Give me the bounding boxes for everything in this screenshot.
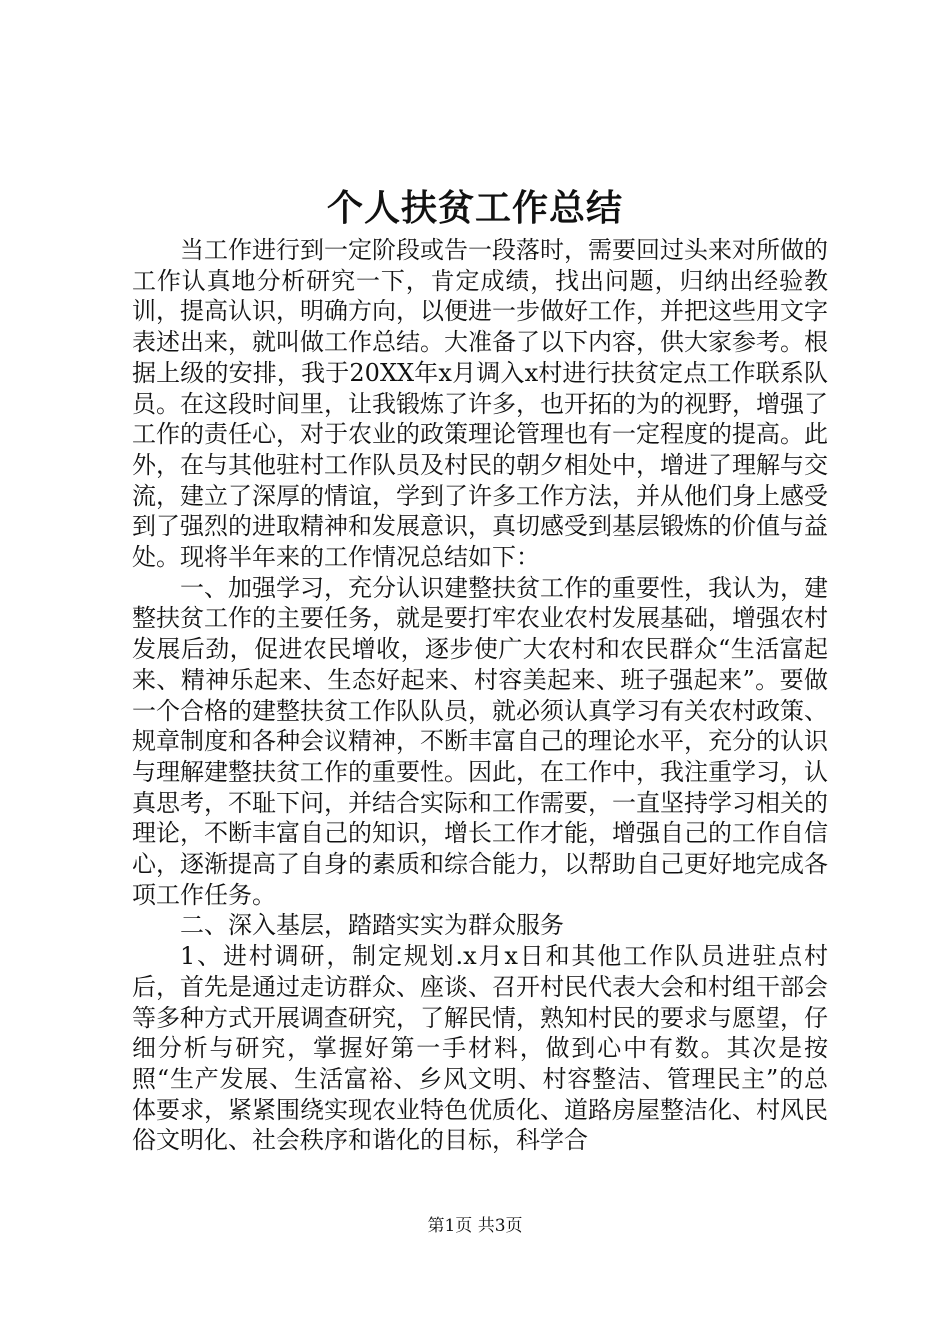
document-body bbox=[132, 235, 828, 1156]
page-footer: 第1页 共3页 bbox=[427, 1216, 523, 1236]
paragraph-item-one: 1、进村调研，制定规划.x月x日和其他工作队员进驻点村后，首先是通过走访群众、座谈、召开村民代表大会和村组干部会等多种方式开展调查研究，了解民情，熟知村民的要求与愿望，仔细分析与研究，掌握好第一手材料，做到心中有数。其次是按照“生产发展、生活富裕、乡风文明、村容整洁、管理民主”的总体要求，紧紧围绕实现农业特色优质化、道路房屋整洁化、村风民俗文明化、社会秩序和谐化的目标，科学合 bbox=[132, 942, 828, 1155]
document-title: 个人扶贫工作总结 bbox=[326, 187, 623, 229]
paragraph-section-one: 一、加强学习，充分认识建整扶贫工作的重要性，我认为，建整扶贫工作的主要任务，就是要打牢农业农村发展基础，增强农村发展后劲，促进农民增收，逐步使广大农村和农民群众“生活富起来、精神乐起来、生态好起来、村容美起来、班子强起来”。要做一个合格的建整扶贫工作队队员，就必须认真学习有关农村政策、规章制度和各种会议精神，不断丰富自己的理论水平，充分的认识与理解建整扶贫工作的重要性。因此，在工作中，我注重学习，认真思考，不耻下问，并结合实际和工作需要，一直坚持学习相关的理论，不断丰富自己的知识，增长工作才能，增强自己的工作自信心，逐渐提高了自身的素质和综合能力，以帮助自己更好地完成各项工作任务。 bbox=[132, 573, 828, 909]
paragraph-section-two-heading: 二、深入基层，踏踏实实为群众服务 bbox=[180, 911, 564, 940]
paragraph-intro: 当工作进行到一定阶段或告一段落时，需要回过头来对所做的工作认真地分析研究一下，肯定成绩，找出问题，归纳出经验教训，提高认识，明确方向，以便进一步做好工作，并把这些用文字表述出来，就叫做工作总结。大准备了以下内容，供大家参考。根据上级的安排，我于20XX年x月调入x村进行扶贫定点工作联系队员。在这段时间里，让我锻炼了许多，也开拓的为的视野，增强了工作的责任心，对于农业的政策理论管理也有一定程度的提高。此外，在与其他驻村工作队员及村民的朝夕相处中，增进了理解与交流，建立了深厚的情谊，学到了许多工作方法，并从他们身上感受到了强烈的进取精神和发展意识，真切感受到基层锻炼的价值与益处。现将半年来的工作情况总结如下： bbox=[132, 236, 828, 572]
